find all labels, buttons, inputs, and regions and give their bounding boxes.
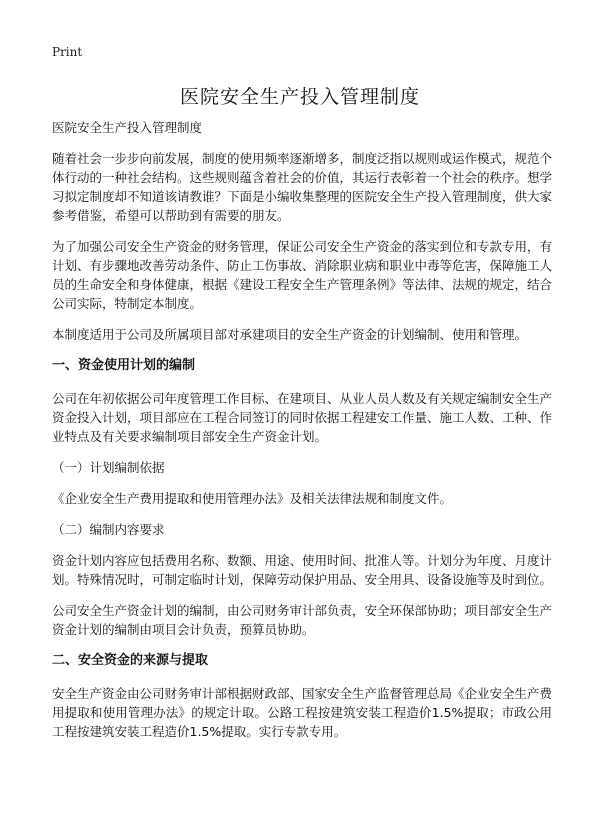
subsection-2-paragraph: 资金计划内容应包括费用名称、数额、用途、使用时间、批准人等。计划分为年度、月度计划。特殊情况时，可制定临时计划，保障劳动保护用品、安全用具、设备设施等及时到位。 xyxy=(52,553,553,587)
section-2-paragraph: 安全生产资金由公司财务审计部根据财政部、国家安全生产监督管理总局《企业安全生产费用提取和使用管理办法》的规定计取。公路工程按建筑安装工程造价1.5%提取；市政公用工程按建筑安装工程造价1.5%提取。实行专款专用。 xyxy=(52,686,553,739)
subsection-heading-2: （二）编制内容要求 xyxy=(52,522,165,537)
document-subtitle: 医院安全生产投入管理制度 xyxy=(52,120,203,135)
section-heading-1: 一、资金使用计划的编制 xyxy=(52,358,196,373)
subsection-1-paragraph: 《企业安全生产费用提取和使用管理办法》及相关法律法规和制度文件。 xyxy=(52,491,453,506)
purpose-paragraph: 为了加强公司安全生产资金的财务管理，保证公司安全生产资金的落实到位和专款专用，有计划、有步骤地改善劳动条件、防止工伤事故、消除职业病和职业中毒等危害，保障施工人员的生命安全和身体健康，根据《建设工程安全生产管理条例》等法律、法规的规定，结合公司实际，特制定本制度。 xyxy=(52,239,553,311)
section-1-paragraph: 公司在年初依据公司年度管理工作目标、在建项目、从业人员人数及有关规定编制安全生产资金投入计划，项目部应在工程合同签订的同时依据工程建安工作量、施工人数、工种、作业特点及有关要求编制项目部安全生产资金计划。 xyxy=(52,391,553,444)
scope-paragraph: 本制度适用于公司及所属项目部对承建项目的安全生产资金的计划编制、使用和管理。 xyxy=(52,327,528,342)
subsection-heading-1: （一）计划编制依据 xyxy=(52,460,165,475)
print-link[interactable]: Print xyxy=(52,45,83,59)
page-title: 医院安全生产投入管理制度 xyxy=(179,86,420,108)
intro-paragraph: 随着社会一步步向前发展，制度的使用频率逐渐增多，制度泛指以规则或运作模式，规范个体行动的一种社会结构。这些规则蕴含着社会的价值，其运行表彰着一个社会的秩序。想学习拟定制度却不知道该请教谁？下面是小编收集整理的医院安全生产投入管理制度，供大家参考借鉴，希望可以帮助到有需要的朋友。 xyxy=(52,151,553,223)
section-heading-2: 二、安全资金的来源与提取 xyxy=(52,653,209,668)
subsection-2-paragraph-2: 公司安全生产资金计划的编制，由公司财务审计部负责，安全环保部协助；项目部安全生产资金计划的编制由项目会计负责，预算员协助。 xyxy=(52,603,553,637)
document-content xyxy=(52,118,552,753)
